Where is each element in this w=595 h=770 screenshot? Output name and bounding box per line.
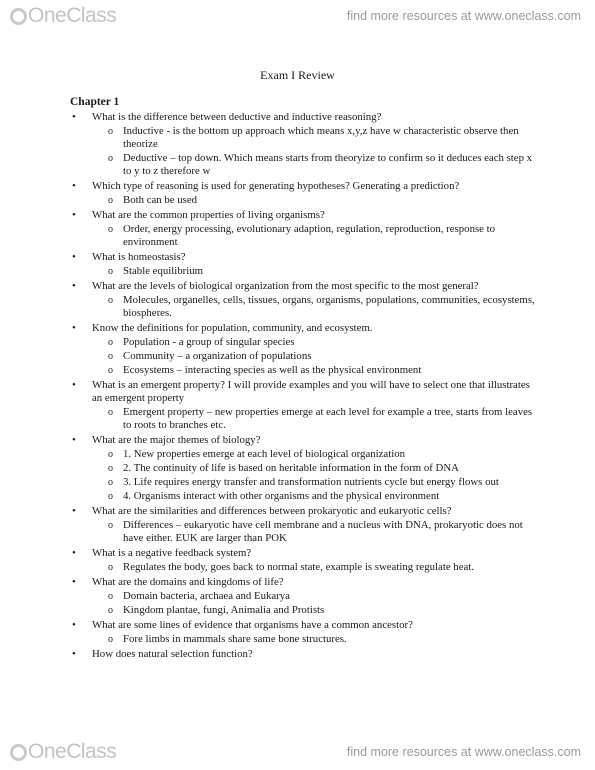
question-item: • What are some lines of evidence that organisms have a common ancestor? bbox=[70, 619, 535, 632]
answer-item: o Order, energy processing, evolutionary adaption, regulation, reproduction, response to environment bbox=[70, 223, 535, 249]
question-item: • What is the difference between deductive and inductive reasoning? bbox=[70, 111, 535, 124]
chapter-heading: Chapter 1 bbox=[70, 96, 120, 108]
answer-item: o Population - a group of singular species bbox=[70, 336, 535, 349]
answer-item: o Both can be used bbox=[70, 194, 535, 207]
question-item: • How does natural selection function? bbox=[70, 648, 535, 661]
answer-item: o Community – a organization of populations bbox=[70, 350, 535, 363]
question-item: • What are the common properties of living organisms? bbox=[70, 209, 535, 222]
answer-item: o Regulates the body, goes back to normal state, example is sweating regulate heat. bbox=[70, 561, 535, 574]
answer-item: o Fore limbs in mammals share same bone structures. bbox=[70, 633, 535, 646]
question-item: • What is a negative feedback system? bbox=[70, 547, 535, 560]
question-item: • What is homeostasis? bbox=[70, 251, 535, 264]
answer-item: o 1. New properties emerge at each level of biological organization bbox=[70, 448, 535, 461]
logo-text: OneClass bbox=[28, 4, 117, 27]
answer-item: o Ecosystems – interacting species as well as the physical environment bbox=[70, 364, 535, 377]
oneclass-logo-footer[interactable] bbox=[10, 740, 116, 764]
answer-item: o Molecules, organelles, cells, tissues, organs, organisms, populations, communities, ecosystems, biospheres. bbox=[70, 294, 535, 320]
document-body bbox=[70, 96, 535, 661]
logo-text: OneClass bbox=[28, 740, 117, 763]
answer-item: o Domain bacteria, archaea and Eukarya bbox=[70, 590, 535, 603]
answer-item: o Stable equilibrium bbox=[70, 265, 535, 278]
question-item: • What are the levels of biological organization from the most specific to the most general? bbox=[70, 280, 535, 293]
footer-tagline[interactable]: find more resources at www.oneclass.com bbox=[346, 745, 581, 759]
answer-item: o 4. Organisms interact with other organisms and the physical environment bbox=[70, 490, 535, 503]
question-list bbox=[70, 111, 535, 661]
question-item: • What is an emergent property? I will provide examples and you will have to select one that illustrates an emergent property bbox=[70, 379, 535, 405]
document-title: Exam I Review bbox=[260, 68, 335, 82]
logo-ring-icon bbox=[10, 744, 27, 761]
answer-item: o 2. The continuity of life is based on heritable information in the form of DNA bbox=[70, 462, 535, 475]
answer-item: o Emergent property – new properties emerge at each level for example a tree, starts from leaves to roots to branches etc. bbox=[70, 406, 535, 432]
question-item: • Which type of reasoning is used for generating hypotheses? Generating a prediction? bbox=[70, 180, 535, 193]
logo-ring-icon bbox=[10, 8, 27, 25]
page-footer bbox=[0, 736, 595, 770]
page-header bbox=[0, 0, 595, 34]
question-item: • What are the domains and kingdoms of life? bbox=[70, 576, 535, 589]
answer-item: o Deductive – top down. Which means starts from theoryize to confirm so it deduces each step x to y to z therefore w bbox=[70, 152, 535, 178]
question-item: • What are the similarities and differences between prokaryotic and eukaryotic cells? bbox=[70, 505, 535, 518]
header-tagline[interactable]: find more resources at www.oneclass.com bbox=[346, 9, 581, 23]
answer-item: o Inductive - is the bottom up approach which means x,y,z have w characteristic observe then theorize bbox=[70, 125, 535, 151]
answer-item: o Differences – eukaryotic have cell membrane and a nucleus with DNA, prokaryotic does not have either. EUK are larger than POK bbox=[70, 519, 535, 545]
answer-item: o Kingdom plantae, fungi, Animalia and Protists bbox=[70, 604, 535, 617]
oneclass-logo[interactable] bbox=[10, 4, 116, 28]
answer-item: o 3. Life requires energy transfer and transformation nutrients cycle but energy flows out bbox=[70, 476, 535, 489]
question-item: • Know the definitions for population, community, and ecosystem. bbox=[70, 322, 535, 335]
question-item: • What are the major themes of biology? bbox=[70, 434, 535, 447]
